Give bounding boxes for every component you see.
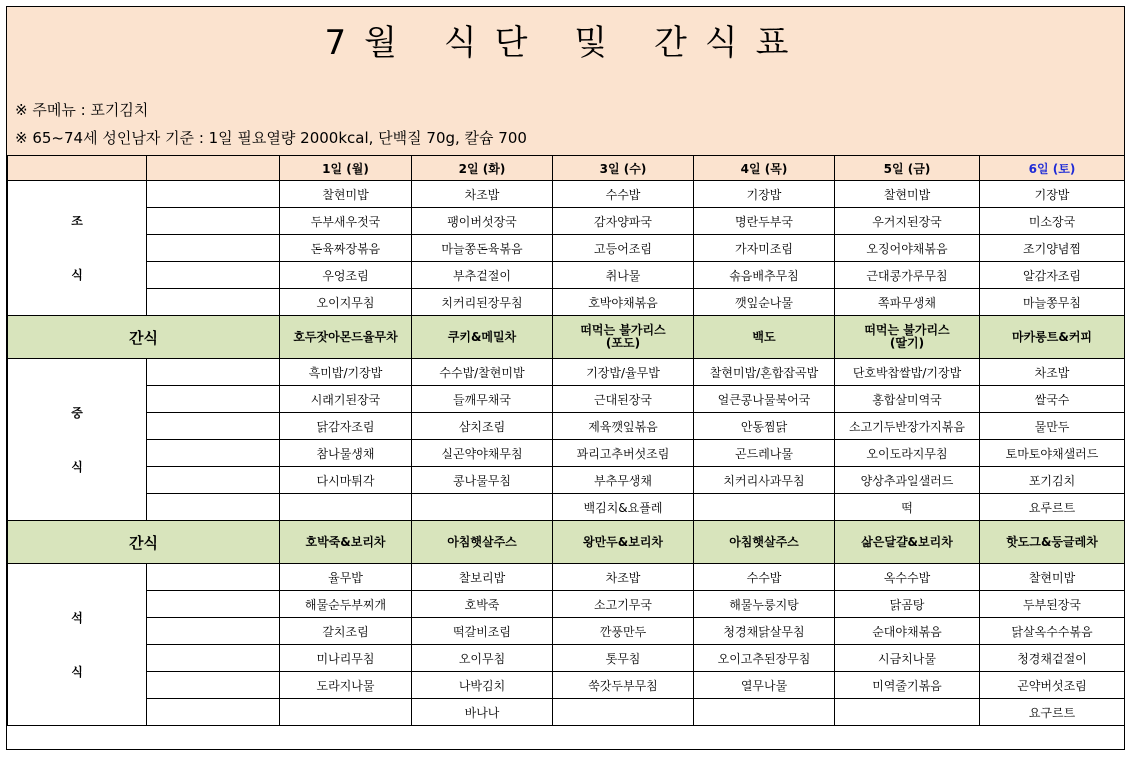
- dinner-label: [8, 564, 147, 726]
- menu-item: 요루르트: [980, 494, 1125, 521]
- snack-item: [412, 521, 553, 564]
- snack-item-line: 핫도그&둥글레차: [1006, 534, 1098, 549]
- menu-item: 가자미조림: [694, 235, 835, 262]
- breakfast-label-char: 조: [71, 214, 83, 228]
- menu-item: 청경채겉절이: [980, 645, 1125, 672]
- snack-row: [8, 521, 1125, 564]
- lunch-label: [8, 359, 147, 521]
- breakfast-row: [8, 262, 1125, 289]
- dinner-row: [8, 591, 1125, 618]
- snack-label: 간식: [8, 521, 280, 564]
- lunch-row: [8, 440, 1125, 467]
- menu-item: 해물순두부찌개: [280, 591, 412, 618]
- menu-item: 근대된장국: [553, 386, 694, 413]
- snack-item: [980, 521, 1125, 564]
- menu-item: 찰보리밥: [412, 564, 553, 591]
- day-header: 5일 (금): [835, 156, 980, 181]
- menu-item: 두부새우젓국: [280, 208, 412, 235]
- menu-item: 호박야채볶음: [553, 289, 694, 316]
- menu-item: 시래기된장국: [280, 386, 412, 413]
- snack-item-line: 호두잣아몬드율무차: [293, 329, 398, 344]
- menu-table: [7, 155, 1125, 726]
- menu-item: 얼큰콩나물북어국: [694, 386, 835, 413]
- snack-item: [280, 316, 412, 359]
- snack-item-line: 떠먹는 불가리스: [580, 323, 666, 337]
- snack-item-line: 백도: [752, 329, 776, 344]
- menu-item: 톳무침: [553, 645, 694, 672]
- menu-item: 떡: [835, 494, 980, 521]
- menu-item: 실곤약야채무침: [412, 440, 553, 467]
- blank-cell: [147, 289, 280, 316]
- menu-item: 오징어야채볶음: [835, 235, 980, 262]
- menu-item: 조기양념찜: [980, 235, 1125, 262]
- blank-cell: [147, 672, 280, 699]
- snack-item: [280, 521, 412, 564]
- menu-item: [280, 494, 412, 521]
- snack-row: [8, 316, 1125, 359]
- menu-item: 나박김치: [412, 672, 553, 699]
- menu-item: 양상추과일샐러드: [835, 467, 980, 494]
- nutrition-note: ※ 65~74세 성인남자 기준 : 1일 필요열량 2000kcal, 단백질 70g, 칼슘 700: [15, 129, 527, 147]
- dinner-row: [8, 645, 1125, 672]
- menu-item: 마늘쫑무침: [980, 289, 1125, 316]
- breakfast-row: [8, 235, 1125, 262]
- menu-item: 근대콩가루무침: [835, 262, 980, 289]
- snack-item: [553, 316, 694, 359]
- blank-cell: [147, 386, 280, 413]
- snack-item-line: 아침햇살주스: [729, 534, 799, 549]
- breakfast-row: [8, 181, 1125, 208]
- menu-item: 다시마튀각: [280, 467, 412, 494]
- menu-item: 차조밥: [980, 359, 1125, 386]
- menu-item: 율무밥: [280, 564, 412, 591]
- snack-item: [835, 316, 980, 359]
- sheet-header: [7, 7, 1124, 155]
- lunch-row: [8, 359, 1125, 386]
- blank-cell: [147, 413, 280, 440]
- menu-item: 치커리된장무침: [412, 289, 553, 316]
- breakfast-row: [8, 289, 1125, 316]
- menu-item: 부추무생채: [553, 467, 694, 494]
- menu-sheet: [6, 6, 1125, 750]
- dinner-row: [8, 564, 1125, 591]
- menu-item: 단호박찹쌀밥/기장밥: [835, 359, 980, 386]
- menu-item: 두부된장국: [980, 591, 1125, 618]
- menu-item: 열무나물: [694, 672, 835, 699]
- menu-item: 마늘쫑돈육볶음: [412, 235, 553, 262]
- menu-item: 수수밥/찰현미밥: [412, 359, 553, 386]
- menu-item: 수수밥: [553, 181, 694, 208]
- snack-item: [835, 521, 980, 564]
- menu-item: 떡갈비조림: [412, 618, 553, 645]
- lunch-row: [8, 413, 1125, 440]
- dinner-label-char: 석: [71, 610, 83, 625]
- blank-cell: [147, 645, 280, 672]
- menu-item: 오이고추된장무침: [694, 645, 835, 672]
- day-header: 1일 (월): [280, 156, 412, 181]
- menu-item: 감자양파국: [553, 208, 694, 235]
- snack-item: [694, 316, 835, 359]
- lunch-row: [8, 494, 1125, 521]
- day-header: 3일 (수): [553, 156, 694, 181]
- menu-item: 콩나물무침: [412, 467, 553, 494]
- blank-cell: [147, 262, 280, 289]
- menu-item: 차조밥: [553, 564, 694, 591]
- menu-item: 곤약버섯조림: [980, 672, 1125, 699]
- snack-item-line: 아침햇살주스: [447, 534, 517, 549]
- blank-cell: [147, 181, 280, 208]
- breakfast-label: [8, 181, 147, 316]
- dinner-row: [8, 672, 1125, 699]
- menu-item: 해물누룽지탕: [694, 591, 835, 618]
- menu-item: 닭곰탕: [835, 591, 980, 618]
- menu-item: 곤드레나물: [694, 440, 835, 467]
- snack-item-line: (딸기): [889, 336, 925, 350]
- menu-item: 명란두부국: [694, 208, 835, 235]
- menu-item: 기장밥: [980, 181, 1125, 208]
- menu-item: 흑미밥/기장밥: [280, 359, 412, 386]
- snack-item: [553, 521, 694, 564]
- menu-item: [694, 699, 835, 726]
- menu-item: 토마토야채샐러드: [980, 440, 1125, 467]
- menu-item: 바나나: [412, 699, 553, 726]
- menu-item: 요구르트: [980, 699, 1125, 726]
- page-title: 7월 식단 및 간식표: [324, 23, 807, 63]
- menu-item: 고등어조림: [553, 235, 694, 262]
- menu-item: [280, 699, 412, 726]
- blank-cell: [147, 208, 280, 235]
- snack-item-line: 삶은달걀&보리차: [861, 534, 953, 549]
- dinner-row: [8, 699, 1125, 726]
- menu-item: 미소장국: [980, 208, 1125, 235]
- menu-item: 호박죽: [412, 591, 553, 618]
- menu-item: 홍합살미역국: [835, 386, 980, 413]
- menu-item: 시금치나물: [835, 645, 980, 672]
- main-menu-note: ※ 주메뉴 : 포기김치: [15, 101, 149, 119]
- dinner-label-char: 식: [71, 664, 83, 679]
- menu-item: 알감자조림: [980, 262, 1125, 289]
- menu-item: 오이지무침: [280, 289, 412, 316]
- menu-item: 쌀국수: [980, 386, 1125, 413]
- lunch-row: [8, 467, 1125, 494]
- menu-item: 갈치조림: [280, 618, 412, 645]
- menu-item: 우엉조림: [280, 262, 412, 289]
- menu-item: 순대야채볶음: [835, 618, 980, 645]
- snack-item-line: 쿠키&메밀차: [447, 329, 517, 344]
- menu-item: 쑥갓두부무침: [553, 672, 694, 699]
- blank-cell: [147, 235, 280, 262]
- day-header: 6일 (토): [980, 156, 1125, 181]
- menu-item: 닭살옥수수볶음: [980, 618, 1125, 645]
- menu-item: 찰현미밥: [980, 564, 1125, 591]
- snack-item-line: (포도): [605, 336, 641, 350]
- menu-item: 찰현미밥/혼합잡곡밥: [694, 359, 835, 386]
- blank-cell: [147, 591, 280, 618]
- menu-item: 청경채닭살무침: [694, 618, 835, 645]
- blank-cell: [147, 467, 280, 494]
- lunch-label-char: 중: [71, 405, 83, 420]
- menu-item: 제육깻잎볶음: [553, 413, 694, 440]
- menu-item: 기장밥/율무밥: [553, 359, 694, 386]
- day-header: 4일 (목): [694, 156, 835, 181]
- menu-item: 꽈리고추버섯조림: [553, 440, 694, 467]
- dinner-row: [8, 618, 1125, 645]
- snack-item: [412, 316, 553, 359]
- lunch-label-char: 식: [71, 459, 83, 474]
- menu-item: 들깨무채국: [412, 386, 553, 413]
- menu-item: [694, 494, 835, 521]
- snack-item-line: 떠먹는 불가리스: [864, 323, 950, 337]
- menu-item: 차조밥: [412, 181, 553, 208]
- snack-item: [694, 521, 835, 564]
- snack-item-line: 호박죽&보리차: [305, 534, 386, 549]
- blank-cell: [147, 440, 280, 467]
- menu-item: 수수밥: [694, 564, 835, 591]
- snack-item-line: 왕만두&보리차: [582, 534, 664, 549]
- menu-item: 돈육짜장볶음: [280, 235, 412, 262]
- menu-item: 옥수수밥: [835, 564, 980, 591]
- menu-item: 포기김치: [980, 467, 1125, 494]
- menu-item: 치커리사과무침: [694, 467, 835, 494]
- menu-item: 쪽파무생채: [835, 289, 980, 316]
- menu-item: 솎음배추무침: [694, 262, 835, 289]
- menu-item: 오이무침: [412, 645, 553, 672]
- day-header-row: [8, 156, 1125, 181]
- blank-cell: [147, 494, 280, 521]
- menu-item: 소고기무국: [553, 591, 694, 618]
- menu-item: 소고기두반장가지볶음: [835, 413, 980, 440]
- menu-item: 미역줄기볶음: [835, 672, 980, 699]
- menu-item: 부추겉절이: [412, 262, 553, 289]
- menu-item: 닭감자조림: [280, 413, 412, 440]
- menu-item: [412, 494, 553, 521]
- breakfast-row: [8, 208, 1125, 235]
- blank-cell: [147, 699, 280, 726]
- menu-item: 백김치&요플레: [553, 494, 694, 521]
- menu-item: 오이도라지무침: [835, 440, 980, 467]
- menu-item: 도라지나물: [280, 672, 412, 699]
- blank-cell: [147, 564, 280, 591]
- snack-item-line: 마카롱트&커피: [1011, 329, 1093, 344]
- blank-cell: [147, 359, 280, 386]
- menu-item: 찰현미밥: [835, 181, 980, 208]
- menu-item: 팽이버섯장국: [412, 208, 553, 235]
- menu-item: 기장밥: [694, 181, 835, 208]
- menu-item: 우거지된장국: [835, 208, 980, 235]
- menu-item: 미나리무침: [280, 645, 412, 672]
- menu-item: 참나물생채: [280, 440, 412, 467]
- menu-item: [553, 699, 694, 726]
- snack-label: 간식: [8, 316, 280, 359]
- corner-cell: [8, 156, 147, 181]
- snack-item: [980, 316, 1125, 359]
- menu-item: 물만두: [980, 413, 1125, 440]
- menu-item: 삼치조림: [412, 413, 553, 440]
- breakfast-label-char: 식: [71, 268, 83, 282]
- blank-cell: [147, 618, 280, 645]
- menu-item: 찰현미밥: [280, 181, 412, 208]
- menu-item: 깐풍만두: [553, 618, 694, 645]
- corner-cell: [147, 156, 280, 181]
- lunch-row: [8, 386, 1125, 413]
- menu-item: [835, 699, 980, 726]
- menu-item: 깻잎순나물: [694, 289, 835, 316]
- menu-item: 취나물: [553, 262, 694, 289]
- day-header: 2일 (화): [412, 156, 553, 181]
- menu-item: 안동찜닭: [694, 413, 835, 440]
